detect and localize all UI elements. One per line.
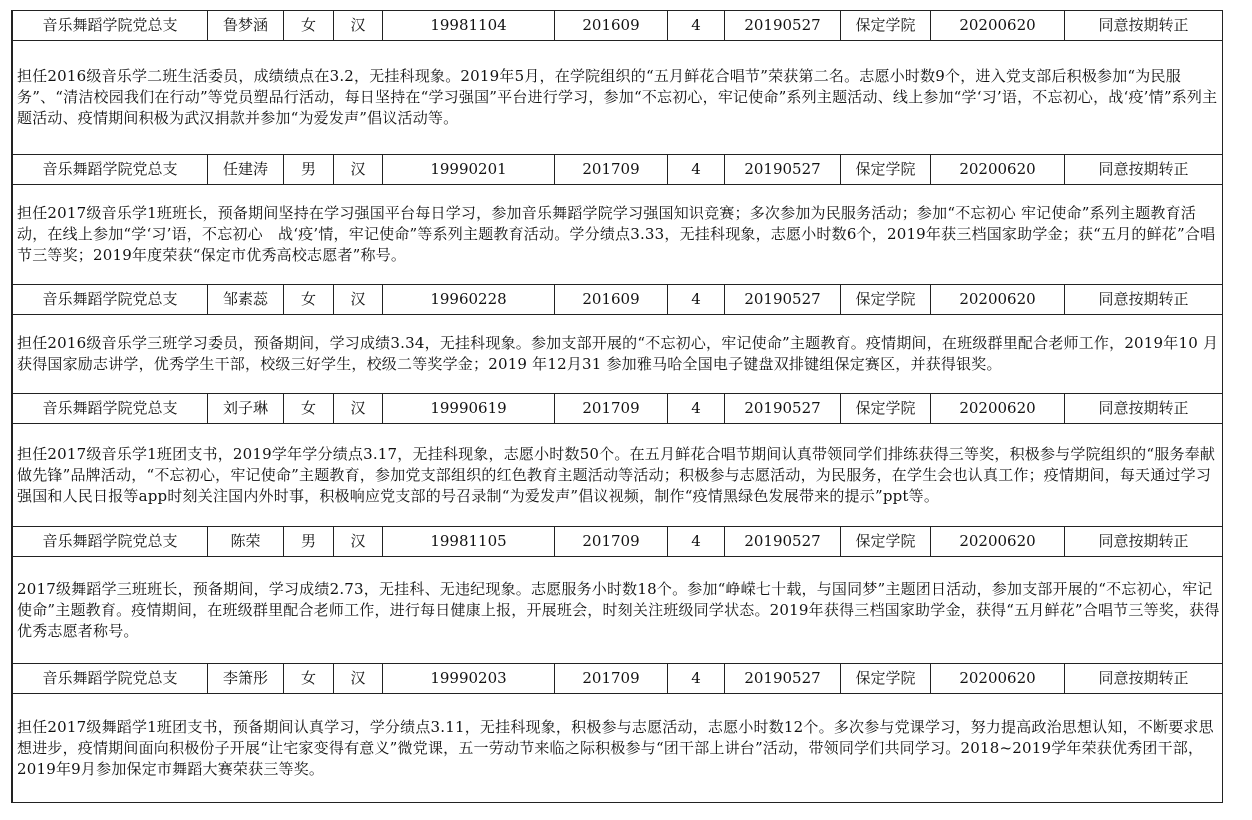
description-row: [13, 315, 1223, 394]
term-cell: 4: [668, 285, 725, 315]
description-cell: 2017级舞蹈学三班班长，预备期间，学习成绩2.73，无挂科、无违纪现象。志愿服务小时数18个。参加“峥嵘七十载，与国同梦”主题团日活动，参加支部开展的“不忘初心，牢记使命”主题教育。疫情期间，在班级群里配合老师工作，进行每日健康上报，开展班会，时刻关注班级同学状态。2019年获得三档国家助学金，获得“五月鲜花”合唱节三等奖，获得优秀志愿者称号。: [13, 557, 1223, 664]
branch-cell: 音乐舞蹈学院党总支: [13, 11, 208, 41]
ethnicity-cell: 汉: [334, 664, 383, 694]
confirm-date-cell: 20200620: [931, 155, 1065, 185]
opinion-cell: 同意按期转正: [1065, 527, 1223, 557]
ethnicity-cell: 汉: [334, 394, 383, 424]
confirm-date-cell: 20200620: [931, 664, 1065, 694]
opinion-cell: 同意按期转正: [1065, 11, 1223, 41]
description-cell: 担任2016级音乐学二班生活委员，成绩绩点在3.2，无挂科现象。2019年5月，在学院组织的“五月鲜花合唱节”荣获第二名。志愿小时数9个，进入党支部后积极参加“为民服务”、“清洁校园我们在行动”等党员塑品行活动，每日坚持在“学习强国”平台进行学习，参加“不忘初心，牢记使命”系列主题活动、线上参加“学‘习’语，不忘初心，战‘疫’情”系列主题活动、疫情期间积极为武汉捐款并参加“为爱发声”倡议活动等。: [13, 41, 1223, 155]
table-row: [13, 285, 1223, 315]
name-cell: 任建涛: [208, 155, 284, 185]
join-date-cell: 20190527: [725, 394, 841, 424]
name-cell: 鲁梦涵: [208, 11, 284, 41]
description-cell: 担任2017级音乐学1班团支书，2019学年学分绩点3.17，无挂科现象，志愿小时数50个。在五月鲜花合唱节期间认真带领同学们排练获得三等奖，积极参与学院组织的“服务奉献做先锋”品牌活动，“不忘初心，牢记使命”主题教育，参加党支部组织的红色教育主题活动等活动；积极参与志愿活动，为民服务，在学生会也认真工作；疫情期间，每天通过学习强国和人民日报等app时刻关注国内外时事，积极响应党支部的号召录制“为爱发声”倡议视频，制作“疫情黑绿色发展带来的提示”ppt等。: [13, 424, 1223, 527]
gender-cell: 女: [284, 664, 334, 694]
confirm-date-cell: 20200620: [931, 285, 1065, 315]
name-cell: 陈荣: [208, 527, 284, 557]
table-row: [13, 394, 1223, 424]
join-date-cell: 20190527: [725, 664, 841, 694]
birth-cell: 19981104: [383, 11, 555, 41]
college-cell: 保定学院: [841, 664, 931, 694]
birth-cell: 19990203: [383, 664, 555, 694]
enroll-cell: 201609: [555, 285, 668, 315]
join-date-cell: 20190527: [725, 527, 841, 557]
description-row: [13, 185, 1223, 285]
member-table: [11, 10, 1223, 803]
description-cell: 担任2016级音乐学三班学习委员，预备期间，学习成绩3.34，无挂科现象。参加支部开展的“不忘初心，牢记使命”主题教育。疫情期间，在班级群里配合老师工作，2019年10 月获得国家励志讲学，优秀学生干部，校级三好学生，校级二等奖学金；2019 年12月31 参加雅马哈全国电子键盘双排键组保定赛区，并获得银奖。: [13, 315, 1223, 394]
branch-cell: 音乐舞蹈学院党总支: [13, 394, 208, 424]
enroll-cell: 201709: [555, 394, 668, 424]
opinion-cell: 同意按期转正: [1065, 155, 1223, 185]
college-cell: 保定学院: [841, 11, 931, 41]
description-row: [13, 557, 1223, 664]
description-cell: 担任2017级舞蹈学1班团支书，预备期间认真学习，学分绩点3.11，无挂科现象，积极参与志愿活动，志愿小时数12个。多次参与党课学习，努力提高政治思想认知，不断要求思想进步，疫情期间面向积极份子开展“让宅家变得有意义”微党课，五一劳动节来临之际积极参与“团干部上讲台”活动，带领同学们共同学习。2018~2019学年荣获优秀团干部，2019年9月参加保定市舞蹈大赛荣获三等奖。: [13, 694, 1223, 803]
join-date-cell: 20190527: [725, 11, 841, 41]
gender-cell: 女: [284, 285, 334, 315]
ethnicity-cell: 汉: [334, 285, 383, 315]
college-cell: 保定学院: [841, 285, 931, 315]
term-cell: 4: [668, 527, 725, 557]
table-row: [13, 527, 1223, 557]
term-cell: 4: [668, 394, 725, 424]
college-cell: 保定学院: [841, 394, 931, 424]
name-cell: 李箫彤: [208, 664, 284, 694]
description-row: [13, 694, 1223, 803]
birth-cell: 19960228: [383, 285, 555, 315]
confirm-date-cell: 20200620: [931, 527, 1065, 557]
join-date-cell: 20190527: [725, 155, 841, 185]
opinion-cell: 同意按期转正: [1065, 394, 1223, 424]
birth-cell: 19981105: [383, 527, 555, 557]
enroll-cell: 201709: [555, 664, 668, 694]
name-cell: 邹素蕊: [208, 285, 284, 315]
term-cell: 4: [668, 11, 725, 41]
ethnicity-cell: 汉: [334, 155, 383, 185]
gender-cell: 女: [284, 394, 334, 424]
ethnicity-cell: 汉: [334, 527, 383, 557]
description-row: [13, 424, 1223, 527]
gender-cell: 男: [284, 155, 334, 185]
description-cell: 担任2017级音乐学1班班长，预备期间坚持在学习强国平台每日学习，参加音乐舞蹈学院学习强国知识竞赛；多次参加为民服务活动；参加“不忘初心 牢记使命”系列主题教育活动，在线上参加“学‘习’语，不忘初心 战‘疫’情，牢记使命”等系列主题教育活动。学分绩点3.33，无挂科现象，志愿小时数6个，2019年获三档国家助学金；获“五月的鲜花”合唱节三等奖；2019年度荣获“保定市优秀高校志愿者”称号。: [13, 185, 1223, 285]
branch-cell: 音乐舞蹈学院党总支: [13, 527, 208, 557]
description-row: [13, 41, 1223, 155]
branch-cell: 音乐舞蹈学院党总支: [13, 155, 208, 185]
gender-cell: 男: [284, 527, 334, 557]
college-cell: 保定学院: [841, 155, 931, 185]
join-date-cell: 20190527: [725, 285, 841, 315]
term-cell: 4: [668, 155, 725, 185]
enroll-cell: 201709: [555, 155, 668, 185]
confirm-date-cell: 20200620: [931, 394, 1065, 424]
table-row: [13, 11, 1223, 41]
college-cell: 保定学院: [841, 527, 931, 557]
gender-cell: 女: [284, 11, 334, 41]
opinion-cell: 同意按期转正: [1065, 664, 1223, 694]
branch-cell: 音乐舞蹈学院党总支: [13, 285, 208, 315]
confirm-date-cell: 20200620: [931, 11, 1065, 41]
ethnicity-cell: 汉: [334, 11, 383, 41]
name-cell: 刘子琳: [208, 394, 284, 424]
branch-cell: 音乐舞蹈学院党总支: [13, 664, 208, 694]
table-row: [13, 664, 1223, 694]
birth-cell: 19990619: [383, 394, 555, 424]
enroll-cell: 201609: [555, 11, 668, 41]
enroll-cell: 201709: [555, 527, 668, 557]
table-row: [13, 155, 1223, 185]
birth-cell: 19990201: [383, 155, 555, 185]
opinion-cell: 同意按期转正: [1065, 285, 1223, 315]
term-cell: 4: [668, 664, 725, 694]
